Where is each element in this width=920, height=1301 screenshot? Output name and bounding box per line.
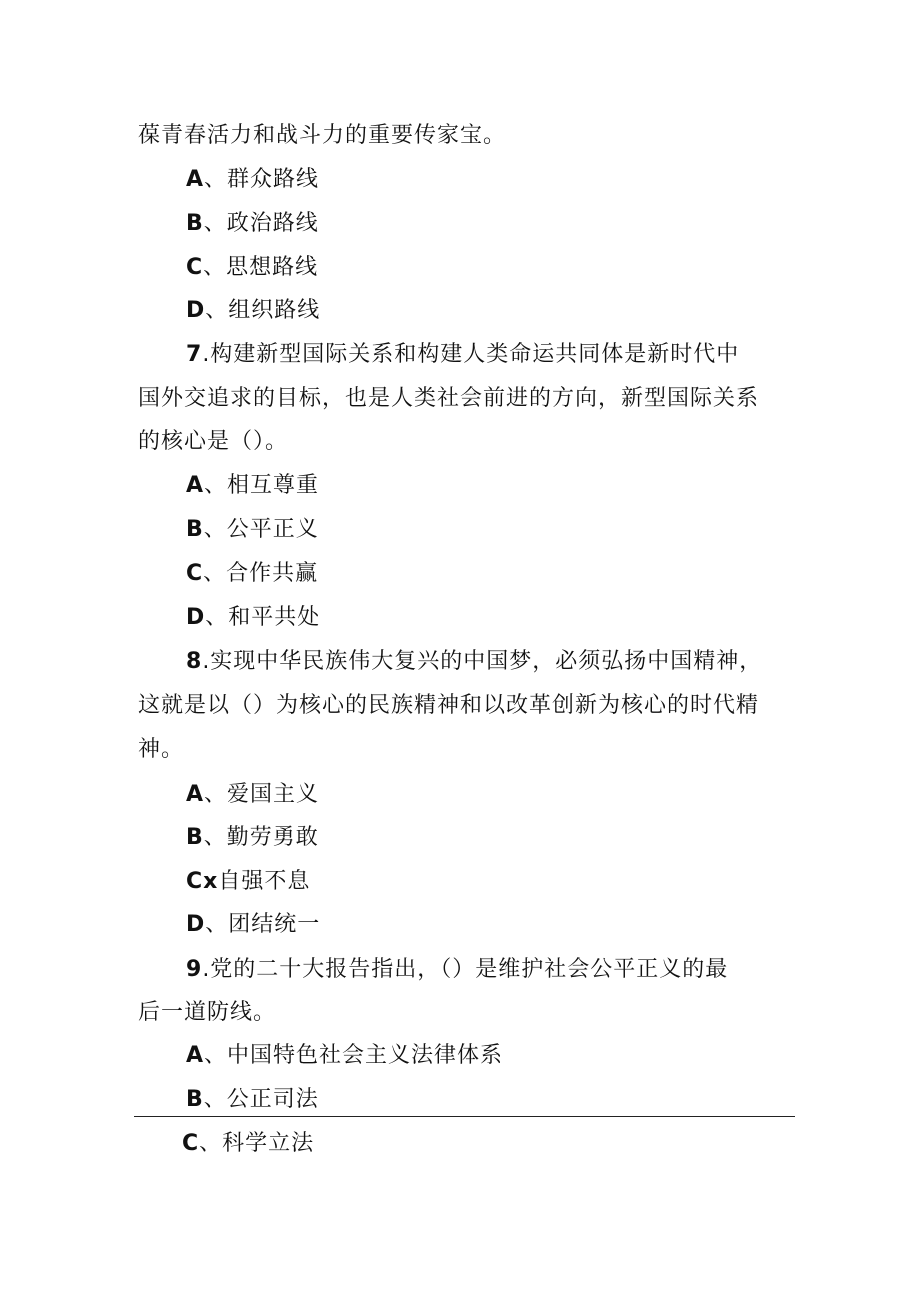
page-break-rule: [134, 1116, 795, 1117]
option-letter: B: [186, 211, 204, 236]
option-text: 勤劳勇敢: [226, 825, 319, 850]
question-text: .构建新型国际关系和构建人类命运共同体是新时代中: [202, 342, 740, 367]
option-sep: 、: [205, 605, 229, 630]
option-letter: A: [186, 782, 205, 807]
option-letter: D: [186, 912, 206, 937]
q8-stem-line3: 神。: [138, 737, 185, 762]
option-sep: 、: [205, 912, 229, 937]
option-letter: C: [186, 561, 204, 586]
q7-option-a: [186, 471, 319, 501]
option-text: 群众路线: [227, 167, 320, 192]
q7-option-b: [186, 515, 319, 545]
question-number: 8: [186, 649, 203, 674]
option-letter: A: [186, 473, 205, 498]
q8-option-d: [186, 910, 320, 940]
q6-continuation: 葆青春活力和战斗力的重要传家宝。: [138, 123, 507, 148]
option-sep: 、: [203, 255, 227, 280]
option-text: 和平共处: [228, 605, 321, 630]
question-text: .党的二十大报告指出，（）是维护社会公平正义的最: [202, 957, 729, 982]
q6-option-c: [186, 253, 318, 283]
option-text: 公平正义: [226, 517, 319, 542]
option-text: 相互尊重: [227, 473, 320, 498]
option-text: 中国特色社会主义法律体系: [227, 1043, 504, 1068]
q7-stem-line2: 国外交追求的目标，也是人类社会前进的方向，新型国际关系: [138, 386, 760, 411]
option-text: 爱国主义: [227, 782, 320, 807]
option-letter: B: [186, 517, 204, 542]
option-sep: 、: [204, 1043, 228, 1068]
q8-option-a: [186, 780, 319, 810]
option-letter: Cx: [186, 869, 219, 894]
option-text: 组织路线: [228, 298, 321, 323]
q7-stem-line1: [186, 340, 739, 370]
q9-option-b: [186, 1085, 319, 1115]
q6-option-b: [186, 209, 319, 239]
question-number: 7: [186, 342, 203, 367]
option-text: 合作共赢: [226, 561, 319, 586]
question-text: .实现中华民族伟大复兴的中国梦，必须弘扬中国精神，: [202, 649, 763, 674]
option-sep: 、: [203, 825, 227, 850]
option-text: 政治路线: [226, 211, 319, 236]
option-sep: 、: [204, 473, 228, 498]
option-sep: 、: [205, 298, 229, 323]
option-letter: D: [186, 298, 206, 323]
option-letter: A: [186, 1043, 205, 1068]
option-sep: 、: [204, 167, 228, 192]
option-letter: C: [186, 255, 204, 280]
option-letter: A: [186, 167, 205, 192]
q7-option-c: [186, 559, 318, 589]
option-letter: B: [186, 825, 204, 850]
option-letter: D: [186, 605, 206, 630]
q8-option-b: [186, 823, 319, 853]
option-letter: C: [182, 1131, 200, 1156]
q9-option-a: [186, 1041, 503, 1071]
q9-stem-line1: [186, 955, 728, 985]
q9-stem-line2: 后一道防线。: [138, 1000, 277, 1025]
q8-stem-line1: [186, 647, 762, 677]
option-sep: 、: [203, 561, 227, 586]
option-text: 自强不息: [218, 869, 311, 894]
option-text: 科学立法: [222, 1131, 315, 1156]
q8-stem-line2: 这就是以（）为核心的民族精神和以改革创新为核心的时代精: [138, 693, 760, 718]
q7-stem-line3: 的核心是（）。: [138, 429, 289, 454]
option-letter: B: [186, 1087, 204, 1112]
q6-option-d: [186, 296, 320, 326]
option-text: 公正司法: [226, 1087, 319, 1112]
option-text: 团结统一: [228, 912, 321, 937]
option-sep: 、: [203, 211, 227, 236]
q7-option-d: [186, 603, 320, 633]
option-sep: 、: [199, 1131, 223, 1156]
option-sep: 、: [203, 1087, 227, 1112]
option-sep: 、: [204, 782, 228, 807]
q8-option-c: [186, 867, 310, 897]
q9-option-c: [182, 1129, 314, 1159]
question-number: 9: [186, 957, 203, 982]
option-sep: 、: [203, 517, 227, 542]
q6-option-a: [186, 165, 319, 195]
option-text: 思想路线: [226, 255, 319, 280]
